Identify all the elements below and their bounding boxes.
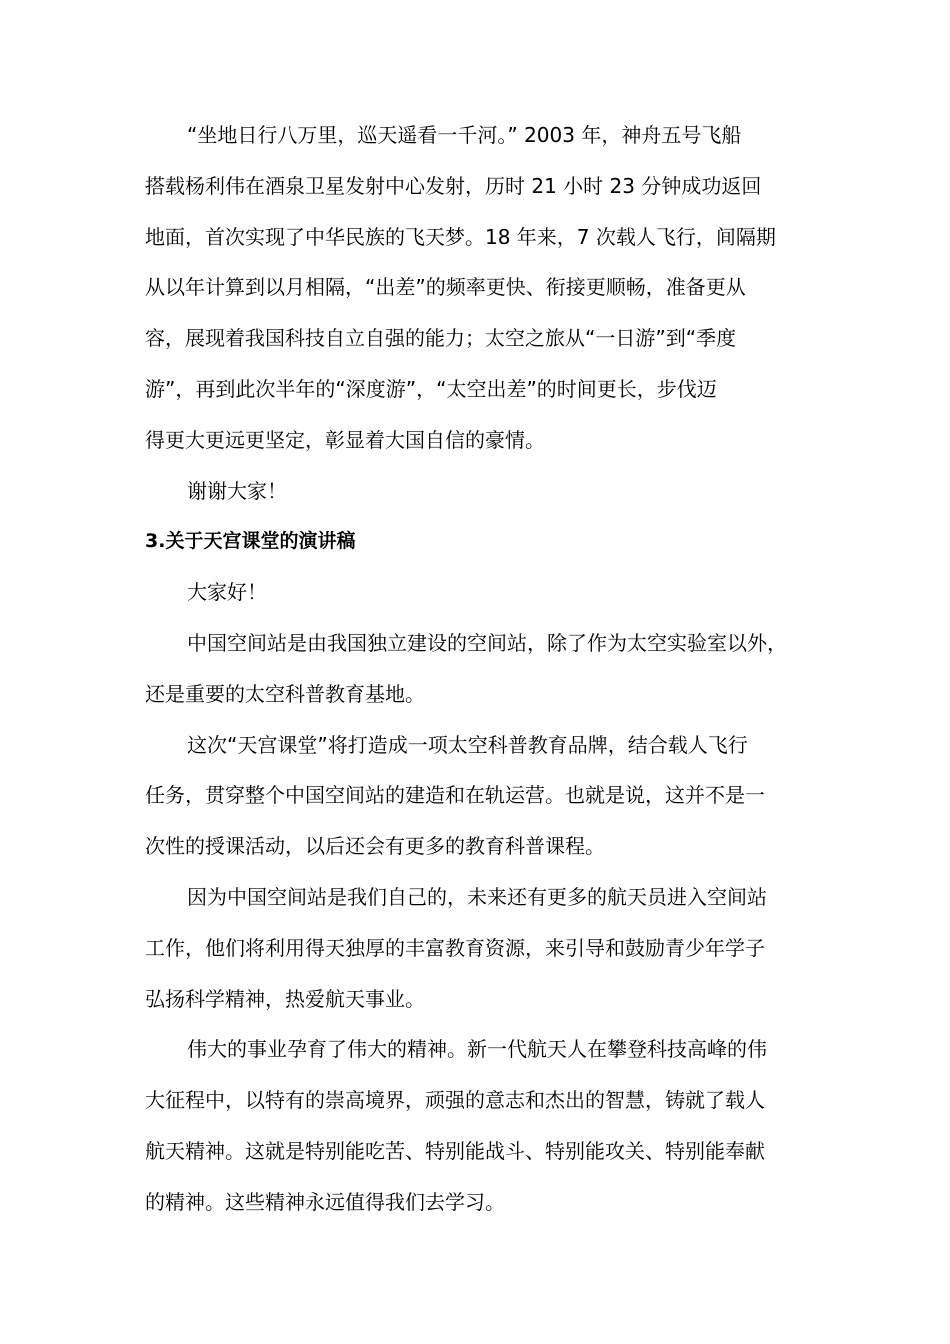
greeting-line: 大家好！ xyxy=(187,580,267,605)
paragraph-line: 伟大的事业孕育了伟大的精神。新一代航天人在攀登科技高峰的伟 xyxy=(187,1037,767,1062)
document-page xyxy=(145,110,825,1228)
paragraph-line: 的精神。这些精神永远值得我们去学习。 xyxy=(145,1189,505,1214)
paragraph-line: 游”，再到此次半年的“深度游”，“太空出差”的时间更长，步伐迈 xyxy=(145,376,717,401)
paragraph-line: 任务，贯穿整个中国空间站的建造和在轨运营。也就是说，这并不是一 xyxy=(145,783,765,808)
paragraph-line: 大征程中，以特有的崇高境界，顽强的意志和杰出的智慧，铸就了载人 xyxy=(145,1088,765,1113)
paragraph-line: 中国空间站是由我国独立建设的空间站，除了作为太空实验室以外， xyxy=(187,630,787,655)
paragraph-line: 容，展现着我国科技自立自强的能力；太空之旅从“一日游”到“季度 xyxy=(145,326,737,351)
paragraph-line: 得更大更远更坚定，彰显着大国自信的豪情。 xyxy=(145,427,545,452)
paragraph-line: 地面，首次实现了中华民族的飞天梦。18 年来，7 次载人飞行，间隔期 xyxy=(145,224,776,249)
closing-line: 谢谢大家！ xyxy=(187,478,287,503)
paragraph-line: 航天精神。这就是特别能吃苦、特别能战斗、特别能攻关、特别能奉献 xyxy=(145,1138,765,1163)
section-heading: 3.关于天宫课堂的演讲稿 xyxy=(145,530,356,553)
paragraph-line: 还是重要的太空科普教育基地。 xyxy=(145,681,425,706)
paragraph-line: 弘扬科学精神，热爱航天事业。 xyxy=(145,986,425,1011)
paragraph-line: 这次“天宫课堂”将打造成一项太空科普教育品牌，结合载人飞行 xyxy=(187,732,748,757)
paragraph-line: 工作，他们将利用得天独厚的丰富教育资源，来引导和鼓励青少年学子 xyxy=(145,935,765,960)
paragraph-line: 搭载杨利伟在酒泉卫星发射中心发射，历时 21 小时 23 分钟成功返回 xyxy=(145,173,762,198)
paragraph-line: 次性的授课活动，以后还会有更多的教育科普课程。 xyxy=(145,834,605,859)
paragraph-line: 从以年计算到以月相隔，“出差”的频率更快、衔接更顺畅，准备更从 xyxy=(145,275,746,300)
paragraph-line: “坐地日行八万里，巡天遥看一千河。” 2003 年，神舟五号飞船 xyxy=(187,123,742,147)
paragraph-line: 因为中国空间站是我们自己的，未来还有更多的航天员进入空间站 xyxy=(187,884,767,909)
